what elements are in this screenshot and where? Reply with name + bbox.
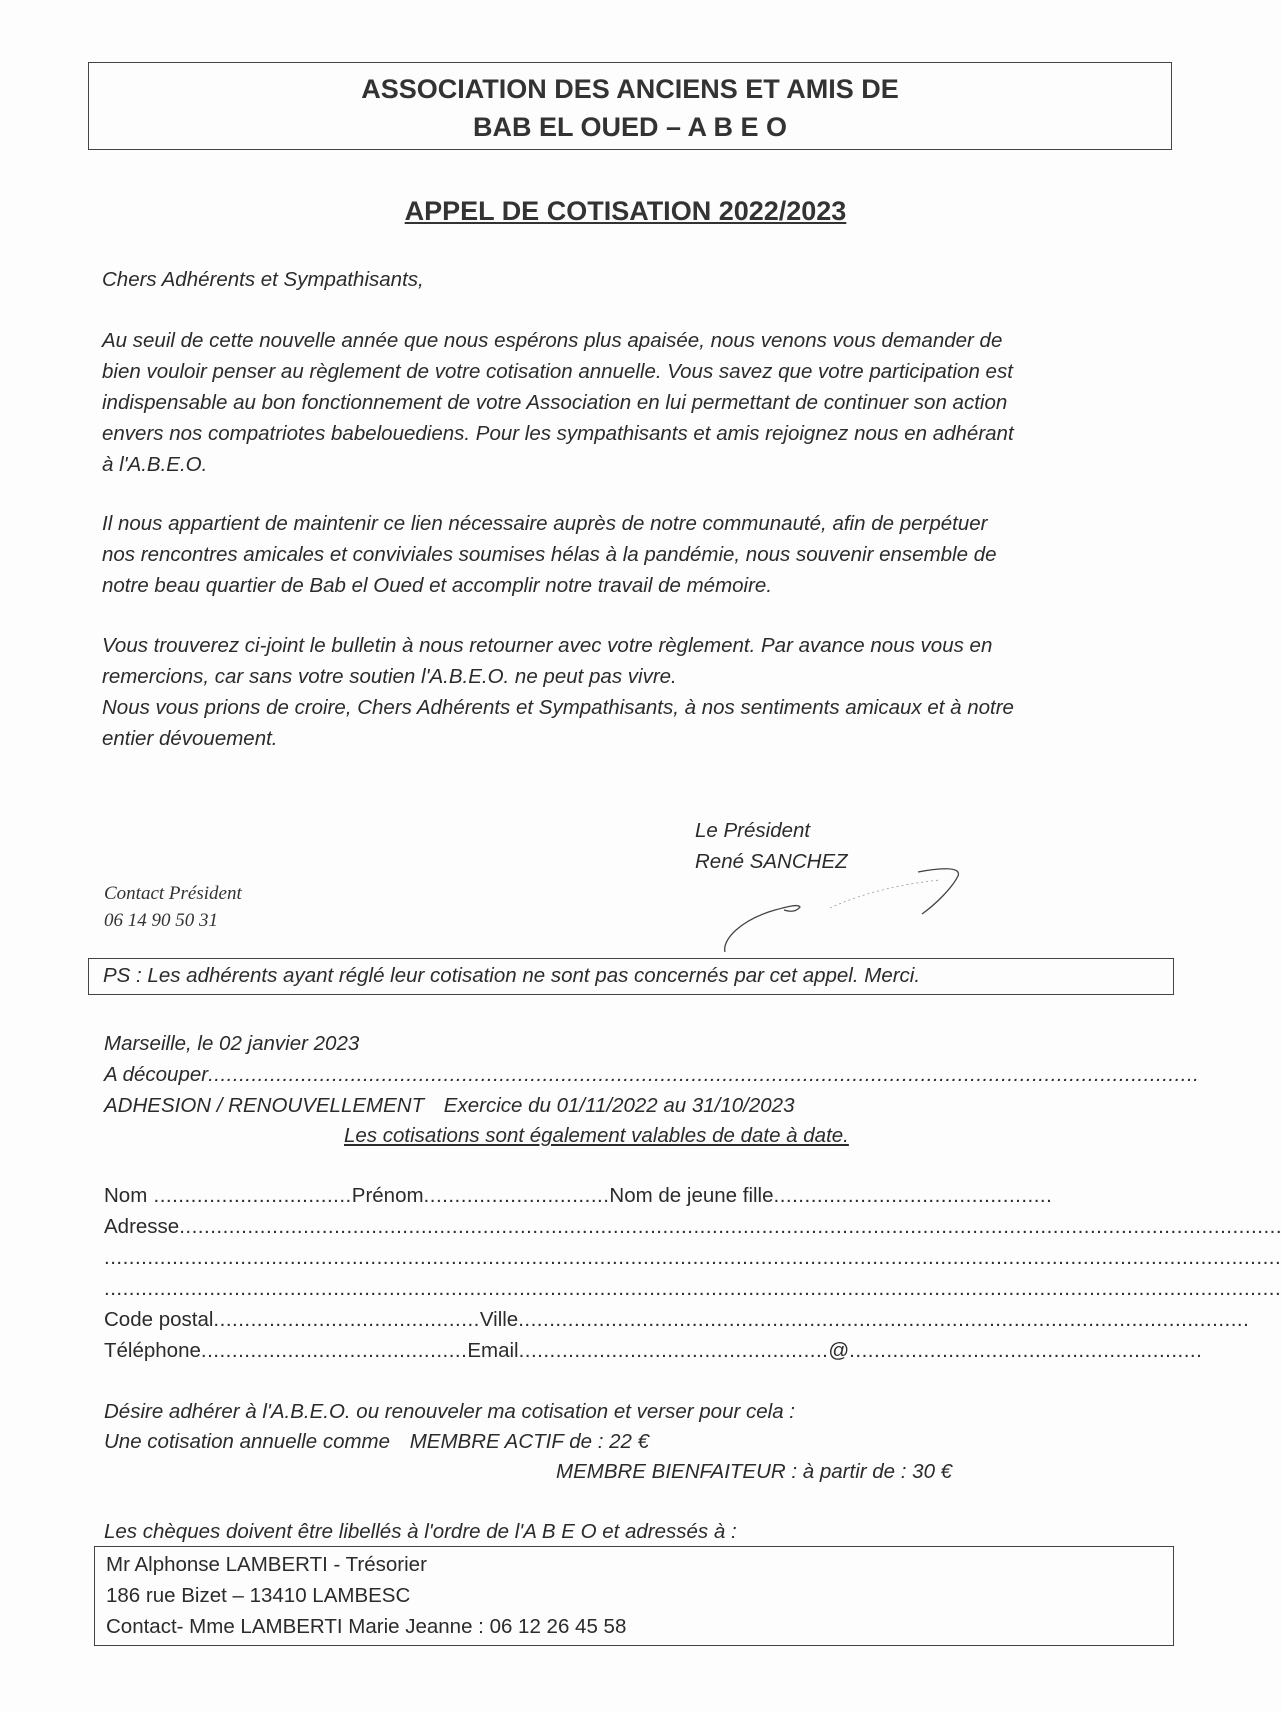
cut-line: A découper................................................................................................................................................................ [104, 1063, 1200, 1086]
form-row-names: Nom ................................Prénom..............................Nom de jeune fille............................................. [104, 1184, 1053, 1207]
email-label: Email [467, 1339, 519, 1362]
paragraph-3 [102, 630, 1182, 754]
membre-bienfaiteur: MEMBRE BIENFAITEUR : à partir de : 30 € [556, 1460, 953, 1483]
paragraph-line: notre beau quartier de Bab el Oued et accomplir notre travail de mémoire. [102, 574, 773, 597]
prenom-label: Prénom [351, 1184, 424, 1207]
paragraph-line: Il nous appartient de maintenir ce lien nécessaire auprès de notre communauté, afin de perpétuer [102, 512, 988, 535]
membership-period: Exercice du 01/11/2022 au 31/10/2023 [443, 1094, 795, 1117]
subscription-annual-line [104, 1430, 649, 1454]
paragraph-line: envers nos compatriotes babelouediens. Pour les sympathisants et amis rejoignez nous en adhérant [102, 422, 1014, 445]
ps-box [88, 958, 1174, 995]
contact-president-phone: 06 14 90 50 31 [104, 910, 218, 931]
association-name-line1: ASSOCIATION DES ANCIENS ET AMIS DE [361, 74, 899, 104]
signature-role: Le Président [695, 819, 811, 842]
treasurer-address: 186 rue Bizet – 13410 LAMBESC [106, 1584, 411, 1607]
paragraph-line: Nous vous prions de croire, Chers Adhérents et Sympathisants, à nos sentiments amicaux et à notre [102, 696, 1014, 719]
nom-label: Nom [104, 1184, 148, 1207]
nom-jeune-fille-label: Nom de jeune fille [609, 1184, 774, 1207]
subscription-annual-label: Une cotisation annuelle comme [104, 1430, 391, 1453]
ville-label: Ville [479, 1308, 519, 1331]
cheques-instruction: Les chèques doivent être libellés à l'ordre de l'A B E O et adressés à : [104, 1520, 737, 1543]
paragraph-line: nos rencontres amicales et conviviales soumises hélas à la pandémie, nous souvenir ensemble de [102, 543, 997, 566]
membership-heading-line [104, 1094, 794, 1118]
membre-actif: MEMBRE ACTIF de : 22 € [409, 1430, 649, 1453]
form-row-adresse-3: .............................................................................................................................................................................................. [104, 1277, 1282, 1300]
contact-president-label: Contact Président [104, 883, 242, 904]
membership-validity: Les cotisations sont également valables de date à date. [344, 1124, 849, 1147]
form-row-adresse-2: .............................................................................................................................................................................................. [104, 1246, 1282, 1269]
treasurer-address-box [94, 1546, 1174, 1646]
subscription-intro: Désire adhérer à l'A.B.E.O. ou renouveler ma cotisation et verser pour cela : [104, 1400, 795, 1423]
paragraph-line: remercions, car sans votre soutien l'A.B.E.O. ne peut pas vivre. [102, 665, 677, 688]
paragraph-line: indispensable au bon fonctionnement de votre Association en lui permettant de continuer son action [102, 391, 1008, 414]
place-date: Marseille, le 02 janvier 2023 [104, 1032, 360, 1055]
association-header [88, 62, 1172, 150]
paragraph-1 [102, 325, 1182, 480]
adresse-label: Adresse [104, 1215, 180, 1238]
signature-name: René SANCHEZ [695, 850, 848, 873]
code-postal-label: Code postal [104, 1308, 214, 1331]
paragraph-line: Au seuil de cette nouvelle année que nous espérons plus apaisée, nous venons vous demander de [102, 329, 1003, 352]
ps-text: PS : Les adhérents ayant réglé leur cotisation ne sont pas concernés par cet appel. Merci. [103, 964, 921, 987]
contact-president [104, 880, 242, 934]
telephone-label: Téléphone [104, 1339, 201, 1362]
paragraph-line: Vous trouverez ci-joint le bulletin à nous retourner avec votre règlement. Par avance nous vous en [102, 634, 993, 657]
paragraph-line: bien vouloir penser au règlement de votre cotisation annuelle. Vous savez que votre participation est [102, 360, 1013, 383]
form-row-tel-email: Téléphone...........................................Email..................................................@......................................................... [104, 1339, 1203, 1362]
paragraph-line: à l'A.B.E.O. [102, 453, 208, 476]
treasurer-contact: Contact- Mme LAMBERTI Marie Jeanne : 06 12 26 45 58 [106, 1615, 627, 1638]
form-row-code-ville: Code postal...........................................Ville...................................................................................................................... [104, 1308, 1250, 1331]
paragraph-2 [102, 508, 1182, 601]
paragraph-line: entier dévouement. [102, 727, 278, 750]
handwritten-signature [700, 860, 980, 960]
association-name-line2: BAB EL OUED – A B E O [472, 112, 788, 142]
document-title: APPEL DE COTISATION 2022/2023 [404, 196, 847, 226]
membership-heading: ADHESION / RENOUVELLEMENT [104, 1094, 425, 1117]
cut-label: A découper [104, 1063, 209, 1086]
form-row-adresse: Adresse.................................................................................................................................................................................. [104, 1215, 1282, 1238]
treasurer-name: Mr Alphonse LAMBERTI - Trésorier [106, 1553, 427, 1576]
at-sign: @ [828, 1339, 850, 1362]
greeting: Chers Adhérents et Sympathisants, [102, 268, 424, 291]
